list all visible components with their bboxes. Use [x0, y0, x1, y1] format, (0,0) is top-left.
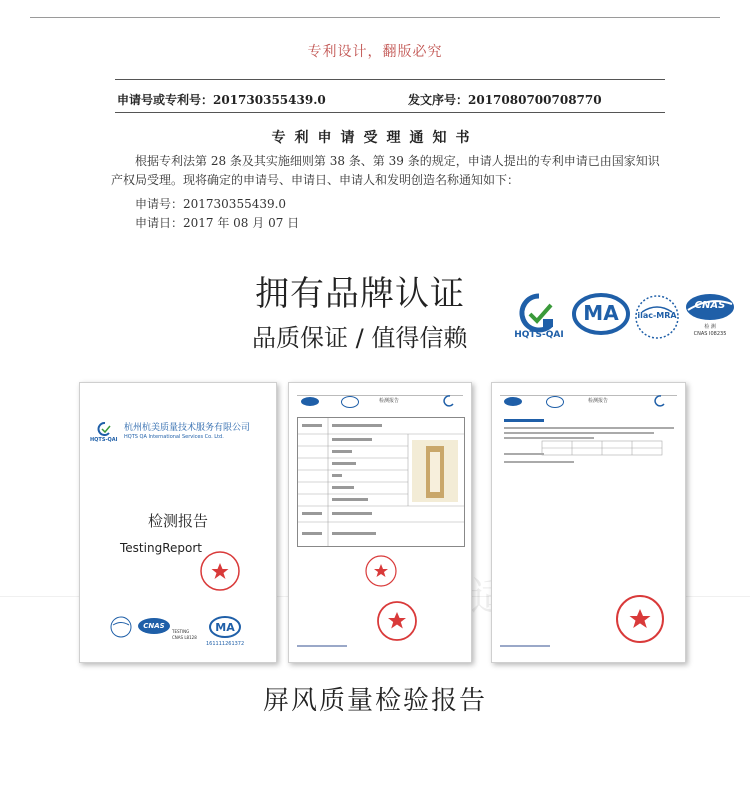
- notice-application-number: 申请号：201730355439.0: [135, 197, 287, 211]
- page3-header-title: 检测报告: [588, 398, 609, 404]
- page2-header-title: 检测报告: [379, 398, 400, 404]
- report-title-en: TestingReport: [120, 541, 202, 555]
- hqts-small-icon: [96, 421, 114, 437]
- hqts-small-text: HQTS-QAI: [90, 437, 118, 443]
- cnas-logo-text: CNAS: [694, 300, 726, 311]
- report-cover-card: [79, 382, 277, 663]
- brand-headline: 拥有品牌认证: [255, 274, 465, 314]
- notice-rule-top: [115, 79, 665, 80]
- notice-body: 根据专利法第 28 条及其实施细则第 38 条、第 39 条的规定，申请人提出的专利申请已由国家知识产权局受理。现将确定的申请号、申请日、申请人和发明创造名称通知如下：: [111, 154, 660, 187]
- report-page-card-2: [288, 382, 472, 663]
- red-stamp-icon: [198, 549, 242, 593]
- cnas-caption-1: 检 测: [704, 324, 716, 330]
- ma-small-number: 161111261372: [206, 641, 245, 647]
- ilac-logo: [634, 294, 680, 340]
- page2-table: [297, 417, 465, 547]
- page2-footer-line: [297, 645, 347, 647]
- page2-stamp-small: [363, 553, 399, 589]
- notice-rule-bottom: [115, 112, 665, 113]
- page2-hqts-mark: [443, 395, 457, 407]
- cnas-small-logo: [138, 618, 170, 634]
- report-title-cn: 检测报告: [147, 512, 208, 530]
- cnas-logo: [684, 292, 736, 344]
- page3-ma-mark: [546, 396, 564, 408]
- page3-footer-line: [500, 645, 550, 647]
- brand-subline: 品质保证 / 值得信赖: [252, 324, 468, 352]
- notice-title: 专利申请受理通知书: [271, 130, 479, 146]
- page3-stamp: [614, 593, 666, 645]
- page2-table-lines: [298, 418, 464, 546]
- page3-header-rule: [500, 395, 677, 396]
- svg-text:MA: MA: [215, 621, 235, 634]
- cnas-caption-2: CNAS I08235: [693, 331, 727, 337]
- cnas-small-text: CNAS: [143, 622, 165, 630]
- ma-small-icon: [208, 615, 242, 639]
- company-name-en: HQTS QA International Services Co. Ltd.: [124, 434, 224, 440]
- ma-logo: [572, 292, 630, 336]
- ma-logo-text: MA: [583, 301, 619, 325]
- cnas-small-testing: TESTING: [172, 629, 190, 634]
- hqts-logo: [508, 292, 570, 344]
- page2-cnas-mark: [301, 397, 319, 406]
- page3-results-table: [502, 417, 676, 477]
- serial-number: 发文序号：2017080700708770: [408, 93, 602, 107]
- application-number: 申请号或专利号：201730355439.0: [117, 93, 326, 107]
- hqts-logo-text: HQTS-QAI: [514, 330, 564, 340]
- notice-application-date: 申请日：2017 年 08 月 07 日: [135, 216, 300, 230]
- page3-cnas-mark: [504, 397, 522, 406]
- page2-header-rule: [297, 395, 463, 396]
- page3-hqts-mark: [654, 395, 668, 407]
- top-rule: [30, 17, 720, 18]
- ilac-small-icon: [110, 616, 132, 638]
- page2-stamp-large: [375, 599, 419, 643]
- cnas-small-number: CNAS L8128: [172, 635, 197, 640]
- page2-ma-mark: [341, 396, 359, 408]
- company-name-cn: 杭州杭美质量技术服务有限公司: [124, 423, 251, 433]
- copyright-warning: 专利设计，翻版必究: [307, 44, 443, 60]
- ilac-logo-text: ilac-MRA: [637, 311, 677, 320]
- report-page-card-3: [491, 382, 686, 663]
- footer-title: 屏风质量检验报告: [262, 686, 487, 716]
